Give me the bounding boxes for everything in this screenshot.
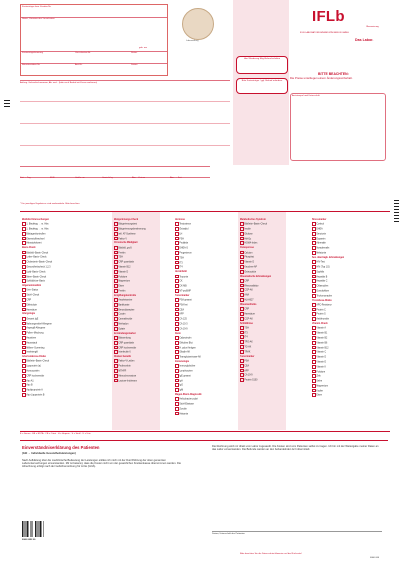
test-label: Folsäure xyxy=(118,276,128,279)
test-label: Ferritin xyxy=(118,290,126,293)
test-item[interactable] xyxy=(22,279,82,284)
test-label: CRP xyxy=(244,280,250,283)
consent-subtitle: (Gilt → Individuelle Gesundheitsleistungen) xyxy=(22,452,76,455)
test-label: CCP-AK xyxy=(244,318,253,321)
material-label-1: Zeit → Tag xyxy=(20,177,31,179)
section-title: Blutbild-Untersuchungen xyxy=(22,219,49,221)
test-item[interactable] xyxy=(22,393,82,398)
footnote: * Die jeweiligen Ergebnisse sind werbemitteln. Bitte beachten. xyxy=(20,203,80,205)
test-item[interactable] xyxy=(175,355,230,360)
test-label: Apo B xyxy=(26,384,33,387)
test-label: Hämatokritwert xyxy=(26,242,42,245)
test-label: TPO-AK xyxy=(244,341,253,344)
eilig-note: Hier Wiederung Eilig-Befund erhalten xyxy=(236,56,288,74)
test-label: Prothrombin xyxy=(118,365,131,368)
test-label: Prolaktin xyxy=(179,242,189,245)
test-label: IgA xyxy=(179,380,183,383)
section-title: Basis-Check xyxy=(22,247,36,250)
test-label: CA 125 xyxy=(179,318,187,321)
test-label: Gesamt IgE xyxy=(26,318,39,321)
test-label: PSA frei xyxy=(179,304,188,307)
test-label: Barbiturate xyxy=(118,304,130,307)
test-item[interactable] xyxy=(175,327,230,332)
test-label: Transglutaminase-AK xyxy=(179,356,201,359)
test-item[interactable] xyxy=(240,317,286,322)
columns-bottom-rule xyxy=(20,431,390,432)
vers-field[interactable] xyxy=(21,51,167,64)
test-label: TRAK xyxy=(244,351,251,354)
test-label: Blutfette–Basis–Check xyxy=(26,360,50,363)
test-label: Histamin xyxy=(179,413,189,416)
ueberweisung-label: Überweisung xyxy=(366,26,379,28)
section-title: Arteriosklerose-Risiko xyxy=(22,356,47,359)
test-label: ANA xyxy=(244,294,250,297)
kosten-note: Bitte Kostenträger / ggf. Befund anfordern xyxy=(236,78,288,94)
test-label: Vitamin D xyxy=(244,261,255,264)
test-label: Eisenstoffwechsel xyxy=(26,238,45,241)
test-label: TSH xyxy=(244,327,249,330)
test-label: Östradiol xyxy=(179,228,189,231)
test-item[interactable] xyxy=(175,412,230,417)
test-label: PSA gesamt xyxy=(179,299,192,302)
test-label: TSH xyxy=(118,256,123,259)
test-label: Protein C xyxy=(316,309,326,312)
test-item[interactable] xyxy=(175,289,230,294)
test-item[interactable] xyxy=(114,237,160,242)
test-label: Antithrombin xyxy=(316,318,330,321)
barcode-number: 0026 0022 00 xyxy=(22,539,36,541)
section-title: Allergologie xyxy=(22,313,36,316)
test-item[interactable] xyxy=(114,379,160,384)
test-label: Vitamin D xyxy=(316,356,327,359)
test-label: IgG xyxy=(179,384,184,387)
test-label: Leber–Basis–Check xyxy=(26,256,47,259)
left-tick-marks xyxy=(4,100,10,109)
test-label: Insektengift xyxy=(26,351,38,354)
test-label: IgM xyxy=(179,389,184,392)
consent-title: Einverständniserklärung des Patienten xyxy=(22,445,100,450)
test-label: Rheumafaktor xyxy=(244,285,259,288)
material-label-3: Größe cm xyxy=(75,177,85,179)
test-item[interactable] xyxy=(114,289,160,294)
test-item[interactable] xyxy=(114,350,160,355)
section-title: Tumormarker xyxy=(240,355,255,358)
test-label: CRP quantitativ xyxy=(118,261,134,264)
test-label: Cortisol xyxy=(316,223,325,226)
section-title: Tumormarker xyxy=(175,294,190,297)
test-label: NT-proBNP xyxy=(179,290,191,293)
test-label: Dopamin xyxy=(316,238,326,241)
test-label: 1. Bindetag → m. Hbe. xyxy=(26,223,50,226)
test-label: Glukose xyxy=(244,233,253,236)
test-label: CA 19-9 xyxy=(244,374,253,377)
test-label: Apo-Lipoprotein B xyxy=(26,394,45,397)
test-column-2 xyxy=(114,218,160,430)
test-label: Chlamydien xyxy=(316,285,329,288)
test-label: Okkultes Blut xyxy=(179,342,193,345)
test-label: Gonokokken xyxy=(316,290,330,293)
laborauftrag-seal xyxy=(182,8,214,40)
test-label: Serotonin xyxy=(316,233,327,236)
signature-field[interactable] xyxy=(212,511,382,532)
test-label: CEA xyxy=(179,309,185,312)
test-label: Blutbild, groß xyxy=(118,247,132,250)
test-label: Apo A1 xyxy=(26,380,34,383)
consent-body: Nach Aufklärung über die medizinische Bedeutung der Leistungen erkläre ich mich mit der Durchführung der oben genannten Laboruntersuchungen einverstanden. Mir ist bekannt, dass die Kosten nicht von der gesetzlichen Krankenkasse übernommen werden. Die Abrechnung erfolgt nach der Gebührenordnung für Ärzte (GOÄ). xyxy=(22,459,181,469)
test-label: Knochen-AP xyxy=(244,266,258,269)
test-label: Bluttageskontrollen xyxy=(26,233,46,236)
test-label: CA 19-9 xyxy=(179,328,188,331)
test-label: Cholesterin–Basis–Check xyxy=(26,261,53,264)
test-label: Hausstaub xyxy=(26,342,38,345)
test-label: Vitamin B1 xyxy=(316,332,328,335)
test-label: Folsäure xyxy=(316,371,326,373)
test-label: Lipoprotein (a) xyxy=(26,365,41,368)
materials-row xyxy=(20,166,220,184)
section-title: Darm xyxy=(175,332,181,335)
test-label: Magnesium xyxy=(118,280,131,283)
test-label: CCP-AK xyxy=(244,289,253,292)
name-field[interactable] xyxy=(21,17,167,52)
test-label: TG-AK xyxy=(244,346,252,349)
test-label: Adrenalin xyxy=(316,242,326,245)
test-item[interactable] xyxy=(175,265,230,270)
test-item[interactable] xyxy=(240,270,286,275)
test-label: Hämochromatose xyxy=(118,375,137,378)
test-label: Haustiere xyxy=(26,337,37,340)
signature-label: Datum, Unterschrift des Patienten xyxy=(212,533,245,535)
section-title: Chronische Müdigkeit xyxy=(114,242,138,245)
test-label: Zink xyxy=(316,375,321,378)
test-label: HOMA-Index xyxy=(244,242,258,245)
test-label: Protein S xyxy=(316,313,326,316)
test-label: Gliadin-AK xyxy=(179,351,191,354)
test-label: CRP hochsensitiv xyxy=(118,347,137,350)
test-label: HLA-B27 xyxy=(244,299,254,302)
test-label: Niere–Basis–Check xyxy=(26,276,47,279)
diagnosis-field[interactable] xyxy=(20,80,230,166)
test-label: Eisen xyxy=(118,285,125,288)
diag-line-2 xyxy=(20,123,230,124)
test-label: fT4 xyxy=(179,266,183,269)
notice-text: Die Preise unterliegen einem Änderungsvorbehalt. xyxy=(290,76,353,80)
section-title: Risiken Genetik xyxy=(114,356,131,359)
test-label: Syphilis xyxy=(316,271,325,274)
patient-header-box xyxy=(20,4,168,76)
doc-id: 0000 000 xyxy=(370,557,380,559)
test-label: CA 15-3 xyxy=(179,323,188,326)
test-label: Urin–Status xyxy=(26,289,39,292)
test-item[interactable] xyxy=(240,298,286,303)
test-item[interactable] xyxy=(240,241,286,246)
diagnosis-label: Auftrag: Gelsenkirchenmmer, Ab- und... (bitte nach Bedarf mit Kreuz markieren) xyxy=(20,82,98,84)
test-label: CRP xyxy=(244,308,250,311)
test-label: Schilddrüse–Basis xyxy=(26,280,45,283)
test-label: APC-Resistenz xyxy=(316,304,332,307)
test-label: Methadon xyxy=(118,323,129,326)
kostentraeger-label: Kostenträger bzw. Kunden-Nr. xyxy=(22,6,52,8)
test-label: Cannabinoide xyxy=(118,318,133,321)
test-label: Calcium xyxy=(244,252,253,255)
test-label: DHEA-S xyxy=(179,247,188,250)
test-label: Osteocalcin xyxy=(244,271,257,274)
test-label: Eisen xyxy=(316,394,323,397)
ks-label: Kostenträgerkennung xyxy=(22,52,43,54)
test-label: Calprotectin xyxy=(179,337,192,340)
stamp-box[interactable]: Arztstempel und Unterschrift xyxy=(290,93,386,161)
test-label: 1. Bindetag → m. Hbe. xyxy=(26,228,50,231)
test-label: Aspergill-Allergene xyxy=(26,327,46,330)
test-label: Apolipoprotein A xyxy=(26,389,43,392)
test-label: Interleukin 6 xyxy=(118,351,131,354)
material-label-4: Gewicht kg xyxy=(102,177,113,179)
test-item[interactable] xyxy=(22,308,82,313)
test-item[interactable] xyxy=(312,317,372,322)
section-title: Osteoporose xyxy=(240,247,254,250)
test-label: Ferritin xyxy=(118,252,126,255)
test-label: Vitamin C xyxy=(316,351,327,354)
test-label: Melatonin xyxy=(316,252,327,255)
test-label: Nahrungsmittel-Allergene xyxy=(26,323,52,326)
test-item[interactable] xyxy=(312,294,372,299)
test-label: PSA xyxy=(244,360,249,363)
test-column-4 xyxy=(240,218,286,430)
section-title: Schilddrüse xyxy=(240,322,253,325)
material-label-5: Abn.→Datum xyxy=(132,177,146,179)
material-label-6: Abn. → Zeit xyxy=(170,177,182,179)
diag-line-1 xyxy=(20,101,230,102)
test-label: HIV (Typ 1/2) xyxy=(316,266,330,269)
test-label: CRP hochsensitiv xyxy=(26,375,45,378)
test-item[interactable] xyxy=(240,378,286,383)
test-label: fT3 xyxy=(179,262,183,265)
test-label: Vitamin A xyxy=(316,327,326,330)
test-label: Magnesium xyxy=(316,385,329,388)
test-label: CRP quantitativ xyxy=(118,342,134,345)
test-label: fT3 xyxy=(244,332,248,335)
section-title: Hormone xyxy=(175,219,185,221)
consent-section xyxy=(20,440,388,563)
test-label: Immunglobuline xyxy=(179,365,196,368)
section-title: Rheuma-Risiko xyxy=(240,303,257,306)
barcode xyxy=(22,521,44,537)
test-item[interactable] xyxy=(22,350,82,355)
test-item[interactable] xyxy=(114,327,160,332)
test-label: Lactose-Intoleranz xyxy=(118,380,137,383)
geb-label: geb. am xyxy=(139,47,147,49)
section-title: Thrombose-Risiko xyxy=(312,299,332,302)
test-label: Troponin xyxy=(179,276,189,279)
test-label: Zonulin xyxy=(179,408,187,411)
test-label: CK-MB xyxy=(179,285,187,288)
test-label: Selen xyxy=(316,380,323,383)
test-label: HbA1c xyxy=(244,238,252,241)
vers-label: Versicherten-Nr. xyxy=(75,52,91,54)
bs-label: Betriebsstätten-Nr. xyxy=(22,64,41,66)
test-label: Blutfette–Basis–Check xyxy=(244,223,268,226)
brand-tagline: Das Labor. xyxy=(355,38,374,42)
test-item[interactable] xyxy=(312,251,372,256)
test-item[interactable] xyxy=(22,241,82,246)
section-title: Magen-/Darm-Diagnostik xyxy=(175,393,202,396)
consent-right-body: Die Rechnung wird mir direkt vom Labor zugesandt. Die Kosten sind vom Patienten selbst zu tragen. Ich bin mit der Weitergabe meiner Daten an das Labor einverstanden. Die Befunde werden an den behandelnden Arzt übermittelt. xyxy=(212,445,379,452)
datum-label: Datum xyxy=(131,64,138,66)
test-label: Cocain xyxy=(118,313,126,316)
test-label: Phosphat xyxy=(244,256,254,259)
test-label: Blutbild–Basis–Check xyxy=(26,252,49,255)
test-label: Lymphozyten xyxy=(179,370,193,373)
section-title: Stressmarker xyxy=(312,219,327,221)
brand-subline: IFLB LABORATORIUMSMEDIZIN BERLIN GMBH xyxy=(300,32,349,34)
test-label: Vitamin D xyxy=(118,271,129,274)
test-label: Faktor V xyxy=(118,238,127,241)
test-label: Amphetamine xyxy=(118,299,133,302)
test-label: Faktor-V-Leiden xyxy=(118,360,135,363)
test-label: Blutsenkung xyxy=(118,337,131,340)
section-title: Rheumatische Erkrankungen xyxy=(240,275,272,278)
consent-footer: Bitte beachten Sie die Datenschutz-Hinweise auf der Rückseite! xyxy=(240,553,302,555)
test-label: Stuhl-Elastase xyxy=(179,403,194,406)
test-label: Hepatitis B xyxy=(316,276,328,279)
columns-top-rule xyxy=(20,211,390,212)
diag-line-3 xyxy=(20,145,230,146)
test-label: CK xyxy=(179,280,183,283)
section-title: Metabolisches Syndrom xyxy=(240,219,266,221)
material-label-2: EDB xyxy=(50,177,55,179)
test-label: fT4 xyxy=(244,336,248,339)
test-label: Kupfer xyxy=(316,390,324,393)
test-label: IgE gesamt xyxy=(179,375,191,378)
test-label: Vitamin B6 xyxy=(316,342,328,345)
section-title: Entgiftungskontrolle xyxy=(114,294,136,297)
test-label: Harnsäure xyxy=(26,309,37,312)
section-title: Blutgerinnungs-Check xyxy=(114,219,139,221)
test-label: Insulin xyxy=(244,228,251,231)
section-title: Vitamin-Check xyxy=(312,323,328,326)
test-label: Testosteron xyxy=(179,223,192,226)
legend: E = Serum · EB = EDTA · CB = Citrat · H = Heparin · S = Stuhl · U = Urin xyxy=(20,433,91,435)
test-label: AFP xyxy=(179,313,184,316)
test-label: Noradrenalin xyxy=(316,247,330,250)
test-item[interactable] xyxy=(312,393,372,398)
test-label: LH xyxy=(179,233,183,236)
test-label: Vitamin B2 xyxy=(316,337,328,340)
test-label: Homocystein xyxy=(26,370,40,373)
test-label: Vitamin E xyxy=(316,361,326,364)
test-label: Blutgerinnungstest xyxy=(118,223,138,226)
test-label: Blutgerinnungsbestimmung xyxy=(118,228,146,231)
test-label: Trichomonaden xyxy=(316,295,332,298)
test-label: AFP xyxy=(244,370,249,372)
test-column-1 xyxy=(22,218,82,430)
test-label: inkl. AT-Synthese xyxy=(118,233,136,236)
test-label: Opiate xyxy=(118,328,126,331)
test-label: CRP xyxy=(26,299,32,302)
test-label: Pollen–Mischung xyxy=(26,332,44,335)
name-label: Name, Vorname des Versicherten xyxy=(22,18,55,20)
test-column-3 xyxy=(175,218,230,430)
status-label: Status xyxy=(131,52,138,54)
test-item[interactable] xyxy=(240,350,286,355)
test-label: FSH xyxy=(179,238,184,241)
test-label: TSH xyxy=(179,257,184,260)
section-title: Sex. übertragb. Erkrankungen xyxy=(312,256,345,259)
test-label: Helicobacter pylori xyxy=(179,398,198,401)
test-label: Harnsäure xyxy=(244,313,255,316)
test-label: Progesteron xyxy=(179,252,192,255)
section-title: Immunologie xyxy=(175,360,189,363)
right-tick-marks xyxy=(394,200,399,224)
test-label: HIV-Test xyxy=(316,261,325,264)
test-label: Hepatitis C xyxy=(316,280,328,283)
test-label: Vitamin K xyxy=(316,366,326,369)
section-title: Allgemeinmedizin xyxy=(22,285,42,288)
test-label: MTHFR xyxy=(118,370,127,373)
section-title: Herzinfarkt xyxy=(175,271,187,274)
test-item[interactable] xyxy=(175,388,230,393)
test-label: Benzodiazepine xyxy=(118,309,135,312)
test-column-5 xyxy=(312,218,372,430)
section-title: Entzündungsmarker xyxy=(114,332,136,335)
test-label: Lipid–Basis–Check xyxy=(26,271,46,274)
test-label: Vitamin B12 xyxy=(316,347,329,350)
brand-logo: IFLb xyxy=(312,8,345,25)
test-label: Elektrolyte xyxy=(26,304,37,307)
test-label: Milben–Screening xyxy=(26,347,45,350)
test-label: Vitamin B12 xyxy=(118,266,131,269)
test-label: DHEA xyxy=(316,228,323,231)
notice-title: BITTE BEACHTEN: xyxy=(318,72,349,76)
test-label: Gesundheitscheck 1,2,3 xyxy=(26,266,51,269)
seal-text: Laborauftrag xyxy=(186,40,199,42)
arzt-label: Arzt-Nr. xyxy=(75,64,83,66)
test-label: Stuhl–Check xyxy=(26,294,40,297)
test-label: Protein S100 xyxy=(244,379,258,382)
test-label: H. pylori Antigen xyxy=(179,347,196,350)
test-label: CEA xyxy=(244,365,250,368)
